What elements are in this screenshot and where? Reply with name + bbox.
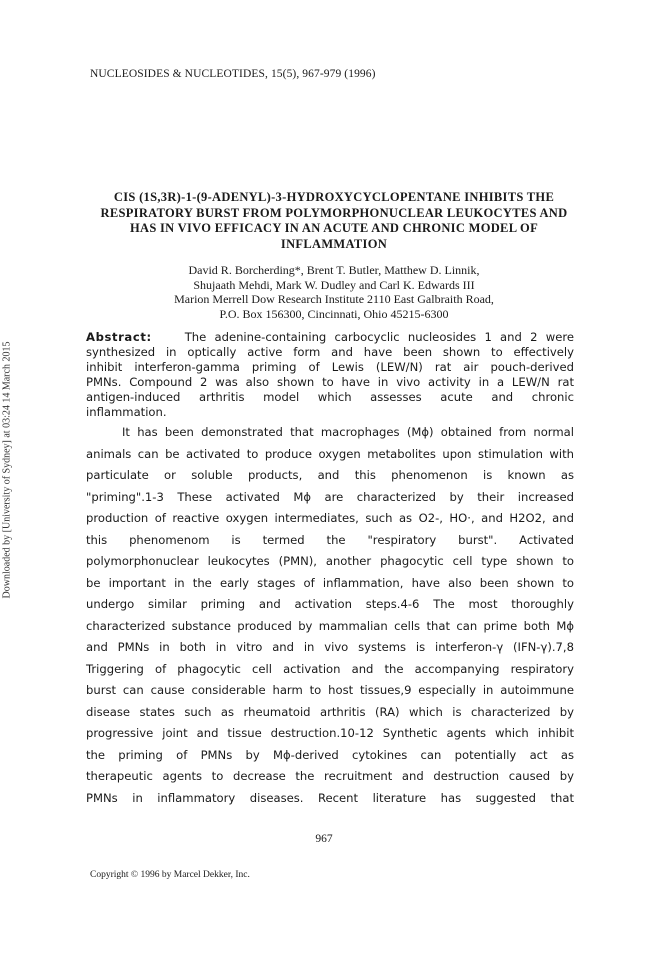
author-line: Shujaath Mehdi, Mark W. Dudley and Carl K. Edwards III	[193, 277, 475, 292]
title-line: HAS IN VIVO EFFICACY IN AN ACUTE AND CHRONIC MODEL OF	[129, 221, 539, 235]
download-note: Downloaded by [University of Sydney] at 03:24 14 March 2015	[1, 341, 13, 599]
body-line: this phenomenom is termed the "respiratory burst". Activated	[86, 532, 574, 547]
body-line: "priming".1-3 These activated Mϕ are characterized by their increased	[86, 489, 574, 504]
affiliation-line: Marion Merrell Dow Research Institute 2110 East Galbraith Road,	[174, 292, 494, 306]
title-line: RESPIRATORY BURST FROM POLYMORPHONUCLEAR LEUKOCYTES AND	[100, 205, 568, 220]
abstract	[86, 330, 574, 420]
abstract-line: inhibit interferon-gamma priming of Lewis (LEW/N) rat air pouch-derived	[86, 360, 574, 374]
body-line: therapeutic agents to decrease the recruitment and destruction caused by	[86, 769, 574, 783]
body-line: particulate or soluble products, and this phenomenon is known as	[86, 468, 574, 482]
body-line: polymorphonuclear leukocytes (PMN), another phagocytic cell type shown to	[86, 554, 574, 568]
author-line: David R. Borcherding*, Brent T. Butler, Matthew D. Linnik,	[188, 263, 480, 277]
body-line: undergo similar priming and activation steps.4-6 The most thoroughly	[86, 597, 574, 611]
affiliation-line: P.O. Box 156300, Cincinnati, Ohio 45215-6300	[219, 306, 449, 321]
body-line: It has been demonstrated that macrophages (Mϕ) obtained from normal	[122, 425, 574, 439]
abstract-text: The adenine-containing carbocyclic nucleosides 1 and 2 were	[184, 330, 574, 344]
title-line: INFLAMMATION	[280, 236, 388, 251]
body-line: burst can cause considerable harm to host tissues,9 especially in autoimmune	[86, 683, 574, 697]
body-line: disease states such as rheumatoid arthritis (RA) which is characterized by	[86, 704, 574, 719]
body-line: and PMNs in both in vitro and in vivo systems is interferon-γ (IFN-γ).7,8	[86, 640, 574, 654]
body-line: animals can be activated to produce oxygen metabolites upon stimulation with	[86, 446, 574, 461]
body-line: progressive joint and tissue destruction.10-12 Synthetic agents which inhibit	[86, 726, 574, 740]
body-line: Triggering of phagocytic cell activation and the accompanying respiratory	[86, 661, 574, 676]
body-line: PMNs in inflammatory diseases. Recent literature has suggested that	[86, 790, 574, 805]
body-line: production of reactive oxygen intermediates, such as O2-, HO·, and H2O2, and	[86, 511, 574, 525]
abstract-line	[86, 330, 574, 345]
copyright-notice: Copyright © 1996 by Marcel Dekker, Inc.	[90, 870, 250, 880]
body-line: characterized substance produced by mammalian cells that can prime both Mϕ	[86, 618, 574, 633]
abstract-line: inflammation.	[86, 405, 167, 419]
download-sidebar	[0, 230, 14, 710]
body-line: the priming of PMNs by Mϕ-derived cytokines can potentially act as	[86, 747, 574, 762]
abstract-label: Abstract:	[86, 330, 152, 344]
abstract-line: PMNs. Compound 2 was also shown to have in vivo activity in a LEW/N rat	[86, 375, 574, 389]
page-number: 967	[315, 833, 333, 845]
abstract-line: antigen-induced arthritis model which assesses acute and chronic	[86, 390, 574, 404]
title-line: CIS (1S,3R)-1-(9-ADENYL)-3-HYDROXYCYCLOPENTANE INHIBITS THE	[113, 190, 555, 204]
body-text	[86, 422, 574, 809]
body-line: be important in the early stages of inflammation, have also been shown to	[86, 575, 574, 590]
journal-citation: NUCLEOSIDES & NUCLEOTIDES, 15(5), 967-979 (1996)	[90, 68, 376, 80]
abstract-line: synthesized in optically active form and have been shown to effectively	[86, 345, 574, 359]
article-title	[70, 190, 598, 252]
author-block	[70, 263, 598, 321]
